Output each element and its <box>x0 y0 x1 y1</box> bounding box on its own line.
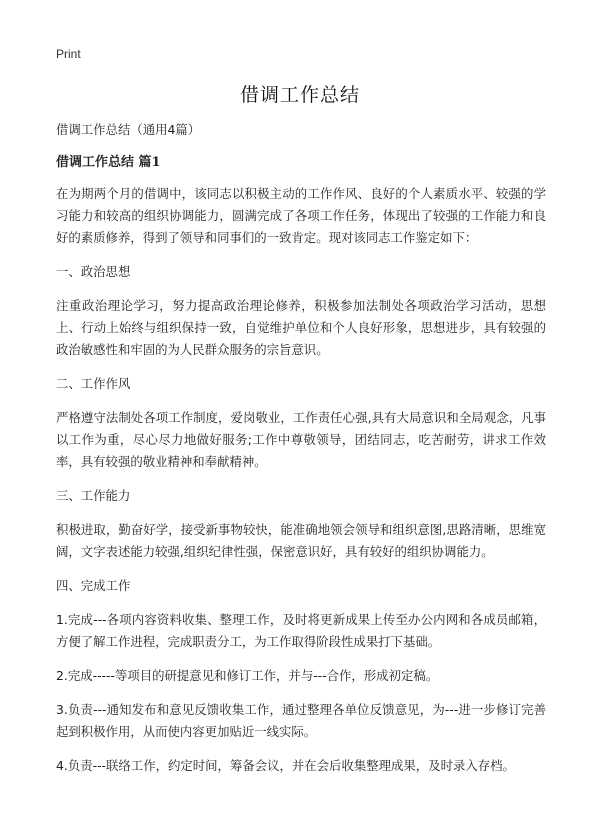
paragraph-work-ability: 积极进取，勤奋好学，接受新事物较快，能准确地领会领导和组织意图,思路清晰，思维宽阔，文字表述能力较强,组织纪律性强，保密意识好，具有较好的组织协调能力。 <box>56 522 546 559</box>
section-title: 借调工作总结 篇1 <box>56 155 161 170</box>
completed-work-item-3: 3.负责---通知发布和意见反馈收集工作，通过整理各单位反馈意见，为---进一步修订完善起到积极作用，从而使内容更加贴近一线实际。 <box>56 702 546 739</box>
document-title: 借调工作总结 <box>239 84 360 106</box>
completed-work-item-2: 2.完成-----等项目的研提意见和修订工作，并与---合作，形成初定稿。 <box>56 668 439 683</box>
heading-work-style: 二、工作作风 <box>56 376 131 391</box>
paragraph-work-style: 严格遵守法制处各项工作制度，爱岗敬业，工作责任心强,具有大局意识和全局观念，凡事以工作为重，尽心尽力地做好服务;工作中尊敬领导，团结同志，吃苦耐劳，讲求工作效率，具有较强的敬业精神和奉献精神。 <box>56 410 546 469</box>
print-link[interactable]: Print <box>56 47 81 61</box>
heading-completed-work: 四、完成工作 <box>56 578 131 593</box>
paragraph-political-thought: 注重政治理论学习，努力提高政治理论修养，积极参加法制处各项政治学习活动，思想上、行动上始终与组织保持一致，自觉维护单位和个人良好形象，思想进步，具有较强的政治敏感性和牢固的为人民群众服务的宗旨意识。 <box>56 298 546 357</box>
intro-paragraph: 在为期两个月的借调中，该同志以积极主动的工作作风、良好的个人素质水平、较强的学习能力和较高的组织协调能力，圆满完成了各项工作任务，体现出了较强的工作能力和良好的素质修养，得到了领导和同事们的一致肯定。现对该同志工作鉴定如下： <box>56 186 546 245</box>
heading-political-thought: 一、政治思想 <box>56 264 131 279</box>
document-body <box>56 119 546 789</box>
heading-work-ability: 三、工作能力 <box>56 488 131 503</box>
completed-work-item-1: 1.完成---各项内容资料收集、整理工作，及时将更新成果上传至办公内网和各成员邮箱，方便了解工作进程，完成职责分工，为工作取得阶段性成果打下基础。 <box>56 612 546 649</box>
completed-work-item-4: 4.负责---联络工作，约定时间，筹备会议，并在会后收集整理成果，及时录入存档。 <box>56 758 515 773</box>
document-subtitle: 借调工作总结（通用4篇） <box>56 122 201 137</box>
